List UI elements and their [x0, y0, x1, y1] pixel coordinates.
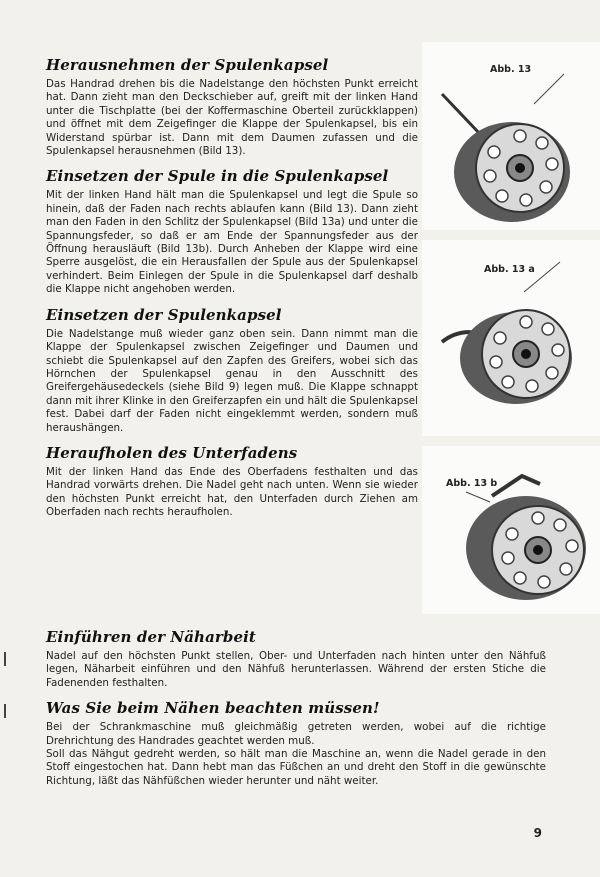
section-text: Das Handrad drehen bis die Nadelstange den höchsten Punkt erreicht hat. Dann zieht man den Deckschieber auf, greift mit der linken Hand unter die Tischplatte (bei der Koffermaschine Oberteil zurückklappen) und öffnet mit dem Zeigefinger die Klappe der Spulenkapsel, bis ein Widerstand spürbar ist. Dann mit dem Daumen zufassen und die Spulenkapsel herausnehmen (Bild 13).	[46, 78, 418, 158]
section-2	[46, 167, 418, 296]
section-heading: Einsetzen der Spule in die Spulenkapsel	[46, 167, 389, 186]
figure-label: Abb. 13	[490, 64, 532, 75]
section-5	[46, 628, 546, 690]
figure-13b	[422, 446, 600, 614]
bobbin-case-image	[422, 446, 600, 614]
figure-label: Abb. 13 a	[484, 264, 535, 275]
section-text: Mit der linken Hand das Ende des Oberfadens festhalten und das Handrad vorwärts drehen. Die Nadel geht nach unten. Wenn sie wieder den höchsten Punkt erreicht hat, den Unterfaden durch Ziehen am Oberfaden nach rechts heraufholen.	[46, 465, 418, 519]
section-text: Nadel auf den höchsten Punkt stellen, Ober- und Unterfaden nach hinten unter den Nähfuß legen, Näharbeit einführen und den Nähfuß herunterlassen. Während der ersten Stiche die Fadenenden festhalten.	[46, 650, 546, 689]
section-text: Mit der linken Hand hält man die Spulenkapsel und legt die Spule so hinein, daß der Faden nach rechts ablaufen kann (Bild 13). Dann zieht man den Faden in den Schlitz der Spulenkapsel (Bild 13a) und unter die Spannungsfeder, so daß er am Ende der Spannungsfeder aus der Öffnung herausläuft (Bild 13b). Durch Anheben der Klappe wird eine Sperre ausgelöst, die ein Herausfallen der Spule aus der Spulenkapsel verhindert. Beim Einlegen der Spule in die Spulenkapsel darf deshalb die Klappe nicht angehoben werden.	[46, 189, 418, 296]
figure-13	[422, 42, 600, 230]
section-text: Die Nadelstange muß wieder ganz oben sein. Dann nimmt man die Klappe der Spulenkapsel zwischen Zeigefinger und Daumen und schiebt die Spulenkapsel auf den Zapfen des Greifers, wobei sich das Hörnchen der Spulenkapsel genau in den Ausschnitt des Greifergehäusedeckels (siehe Bild 9) legen muß. Die Klappe schnappt dann mit ihrer Klinke in den Greiferzapfen ein und hält die Spulenkapsel fest. Dabei darf der Faden nicht eingeklemmt werden, sondern muß heraushängen.	[46, 327, 418, 434]
section-6	[46, 699, 546, 788]
section-heading: Heraufholen des Unterfadens	[46, 443, 298, 462]
figure-13a	[422, 240, 600, 436]
page-number: 9	[533, 826, 542, 840]
margin-mark	[4, 652, 6, 666]
section-1	[46, 56, 418, 158]
section-4	[46, 444, 418, 520]
section-heading: Herausnehmen der Spulenkapsel	[46, 56, 329, 74]
section-heading: Was Sie beim Nähen beachten müssen!	[46, 699, 380, 718]
section-heading: Einsetzen der Spulenkapsel	[46, 305, 282, 324]
figure-label: Abb. 13 b	[446, 478, 498, 489]
section-text: Soll das Nähgut gedreht werden, so hält man die Maschine an, wenn die Nadel gerade in den Stoff eingestochen hat. Dann hebt man das Füßchen an und dreht den Stoff in die gewünschte Richtung, läßt das Nähfüßchen wieder herunter und näht weiter.	[46, 748, 546, 787]
section-heading: Einführen der Näharbeit	[46, 628, 256, 646]
text-column	[46, 56, 418, 529]
section-3	[46, 306, 418, 435]
section-text: Bei der Schrankmaschine muß gleichmäßig getreten werden, wobei auf die richtige Drehrichtung des Handrades geachtet werden muß.	[46, 721, 546, 747]
text-column-wide	[46, 628, 546, 797]
margin-mark	[4, 704, 6, 718]
